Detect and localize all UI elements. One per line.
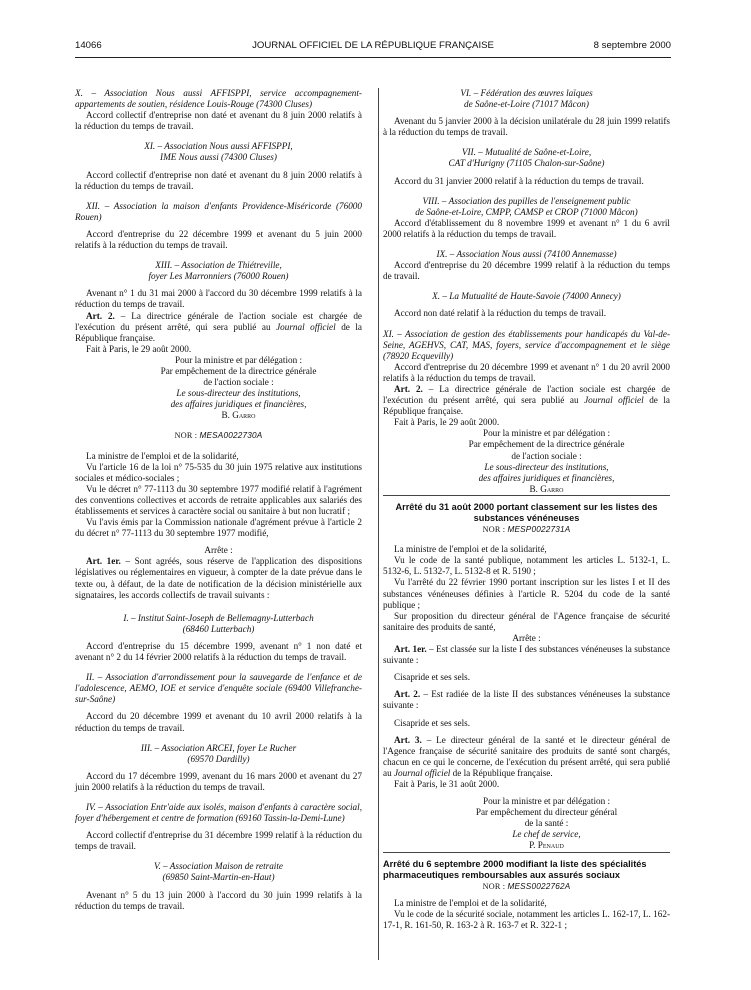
article-3: Art. 3. – Le directeur général de la santé et le directeur général de l'Agence française de sécurité sanitaire des produits de santé sont chargés, chacun en ce qui le concerne, de l'exécution du présent arrêté, qui sera publié au Journal officiel de la République française. (383, 734, 670, 778)
section-body: Avenant n° 5 du 13 juin 2000 à l'accord du 30 juin 1999 relatifs à la réduction du temps de travail. (75, 889, 362, 911)
decree-title: Arrêté du 6 septembre 2000 modifiant la liste des spécialités pharmaceutiques remboursables aux assurés sociaux (383, 858, 647, 880)
section-title: VIII. – Association des pupilles de l'enseignement public (422, 195, 631, 206)
arrete-heading: Arrête : (204, 545, 233, 556)
signature-block: Pour la ministre et par délégation : Par empêchement de la directrice générale de l'action sociale : Le sous-directeur des institutions, des affaires juridiques et financières, B. Garro (75, 355, 362, 422)
article-2: Art. 2. – La directrice générale de l'action sociale est chargée de l'exécution du présent arrêté, qui sera publié au Journal officiel de la République française. (75, 310, 363, 343)
section-title: (69850 Saint-Martin-en-Haut) (162, 872, 275, 883)
left-column: X. – Association Nous aussi AFFISPPI, service accompagnement-appartements de soutien, résidence Louis-Rouge (74300 Cluses) Accord collectif d'entreprise non daté et avenant du 8 juin 2000 relatifs à la réduction du temps de travail. XI. – Association Nous aussi AFFISPPI, IME Nous aussi (74300 Cluses) Accord collectif d'entreprise non daté et avenant du 8 juin 2000 relatifs à la réduction du temps de travail. XII. – Association la maison d'enfants Providence-Miséricorde (76000 Rouen) Accord d'entreprise du 22 décembre 1999 et avenant du 5 juin 2000 relatifs à la réduction du temps de travail. XIII. – Association de Thiétreville, foyer Les Marronniers (76000 Rouen) Avenant n° 1 du 31 mai 2000 à l'accord du 30 décembre 1999 relatifs à la réduction du temps de travail. Art. 2. – La directrice générale de l'action sociale est chargée de l'exécution du présent arrêté, qui sera publié au Journal officiel de la République française. Fait à Paris, le 29 août 2000. Pour la ministre et par délégation : Par empêchement de la directrice générale de l'action sociale : Le sous-directeur des institutions, des affaires juridiques et financières, B. Garro NOR : MESA0022730A La ministre de l'emploi et de la solidarité, Vu l'article 16 de la loi n° 75-535 du 30 juin 1975 relative aux institutions sociales et médico-sociales ; Vu le décret n° 77-1113 du 30 septembre 1977 modifié relatif à l'agrément des conventions collectives et accords de retraite applicables aux salariés des établissements et services à caractère social ou sanitaire à but non lucratif ; Vu l'avis émis par la Commission nationale d'agrément prévue à l'article 2 du décret n° 77-1113 du 30 septembre 1977 modifié, Arrête : Art. 1er. – Sont agréés, sous réserve de l'application des dispositions législatives ou réglementaires en vigueur, à compter de la date prévue dans le texte ou, à défaut, de la date de notification de la décision ministérielle aux signataires, les accords collectifs de travail suivants : I. – Institut Saint-Joseph de Bellemagny-Lutterbach (68460 Lutterbach) Accord d'entreprise du 15 décembre 1999, avenant n° 1 non daté et avenant n° 2 du 14 février 2000 relatifs à la réduction du temps de travail. II. – Association d'arrondissement pour la sauvegarde de l'enfance et de l'adolescence, AEMO, IOE et service d'enquête sociale (69400 Villefranche-sur-Saône) Accord du 20 décembre 1999 et avenant du 10 avril 2000 relatifs à la réduction du temps de travail. III. – Association ARCEI, foyer Le Rucher (69570 Dardilly) Accord du 17 décembre 1999, avenant du 16 mars 2000 et avenant du 27 juin 2000 relatifs à la réduction du temps de travail. IV. – Association Entr'aide aux isolés, maison d'enfants à caractère social, foyer d'hébergement et centre de formation (69160 Tassin-la-Demi-Lune) Accord collectif d'entreprise du 31 décembre 1999 relatif à la réduction du temps de travail. V. – Association Maison de retraite (69850 Saint-Martin-en-Haut) Avenant n° 5 du 13 juin 2000 à l'accord du 30 juin 1999 relatifs à la réduction du temps de travail. (75, 88, 363, 911)
article-1: Art. 1er. – Sont agréés, sous réserve de l'application des dispositions législatives ou réglementaires en vigueur, à compter de la date prévue dans le texte ou, à défaut, de la date de notification de la décision ministérielle aux signataires, les accords collectifs de travail suivants : (75, 556, 362, 600)
journal-title: JOURNAL OFFICIEL DE LA RÉPUBLIQUE FRANÇAISE (252, 40, 494, 51)
nor-reference: NOR : MESP0022731A (482, 525, 571, 535)
arrete-heading: Arrête : (512, 632, 541, 643)
section-title: X. – Association Nous aussi AFFISPPI, service accompagnement-appartements de soutien, résidence Louis-Rouge (74300 Cluses) (75, 88, 362, 110)
nor-reference: NOR : MESA0022730A (174, 431, 263, 441)
right-column: VI. – Fédération des œuvres laïques de Saône-et-Loire (71017 Mâcon) Avenant du 5 janvier 2000 à la décision unilatérale du 28 juin 1999 relatifs à la réduction du temps de travail. VII. – Mutualité de Saône-et-Loire, CAT d'Hurigny (71105 Chalon-sur-Saône) Accord du 31 janvier 2000 relatif à la réduction du temps de travail. VIII. – Association des pupilles de l'enseignement public de Saône-et-Loire, CMPP, CAMSP et CROP (71000 Mâcon) Accord d'établissement du 8 novembre 1999 et avenant n° 1 du 6 avril 2000 relatifs à la réduction du temps de travail. IX. – Association Nous aussi (74100 Annemasse) Accord d'entreprise du 20 décembre 1999 relatif à la réduction du temps de travail. X. – La Mutualité de Haute-Savoie (74000 Annecy) Accord non daté relatif à la réduction du temps de travail. XI. – Association de gestion des établissements pour handicapés du Val-de-Seine, AGEHVS, CAT, MAS, foyers, service d'accompagnement et le siège (78920 Ecquevilly) Accord d'entreprise du 20 décembre 1999 et avenant n° 1 du 20 avril 2000 relatifs à la réduction du temps de travail. Art. 2. – La directrice générale de l'action sociale est chargée de l'exécution du présent arrêté, qui sera publié au Journal officiel de la République française. Fait à Paris, le 29 août 2000. Pour la ministre et par délégation : Par empêchement de la directrice générale de l'action sociale : Le sous-directeur des institutions, des affaires juridiques et financières, B. Garro Arrêté du 31 août 2000 portant classement sur les listes des substances vénéneuses NOR : MESP0022731A La ministre de l'emploi et de la solidarité, Vu le code de la santé publique, notamment les articles L. 5132-1, L. 5132-6, L. 5132-7, L. 5132-8 et R. 5190 ; Vu l'arrêté du 22 février 1990 portant inscription sur les listes I et II des substances vénéneuses définies à l'article R. 5204 du code de la santé publique ; Sur proposition du directeur général de l'Agence française de sécurité sanitaire des produits de santé, Arrête : Art. 1er. – Est classée sur la liste I des substances vénéneuses la substance suivante : Cisapride et ses sels. Art. 2. – Est radiée de la liste II des substances vénéneuses la substance suivante : Cisapride et ses sels. Art. 3. – Le directeur général de la santé et le directeur général de l'Agence française de sécurité sanitaire des produits de santé sont chargés, chacun en ce qui le concerne, de l'exécution du présent arrêté, qui sera publié au Journal officiel de la République française. Fait à Paris, le 31 août 2000. Pour la ministre et par délégation : Par empêchement du directeur général de la santé : Le chef de service, P. Penaud Arrêté du 6 septembre 2000 modifiant la liste des spécialités pharmaceutiques remboursables aux assurés sociaux NOR : MESS0022762A La ministre de l'emploi et de la solidarité, Vu le code de la sécurité sociale, notamment les articles L. 162-17, L. 162-17-1, R. 161-50, R. 163-2 à R. 163-7 et R. 322-1 ; (383, 88, 671, 930)
section-title: X. – La Mutualité de Haute-Savoie (74000 Annecy) (432, 291, 621, 302)
publication-date: 8 septembre 2000 (593, 40, 671, 51)
article-label: Art. 2. (394, 383, 423, 394)
signature-date: Fait à Paris, le 29 août 2000. (394, 417, 500, 428)
article-label: Art. 2. (86, 310, 115, 321)
section-body: Accord collectif d'entreprise non daté et avenant du 8 juin 2000 relatifs à la réduction du temps de travail. (75, 110, 362, 132)
section-body: Avenant du 5 janvier 2000 à la décision unilatérale du 28 juin 1999 relatifs à la réduction du temps de travail. (383, 116, 670, 138)
signature-block: Pour la ministre et par délégation : Par empêchement de la directrice générale de l'action sociale : Le sous-directeur des institutions, des affaires juridiques et financières, B. Garro (383, 428, 670, 495)
nor-reference: NOR : MESS0022762A (482, 881, 571, 891)
section-title: CAT d'Hurigny (71105 Chalon-sur-Saône) (448, 158, 605, 169)
section-body: Accord du 31 janvier 2000 relatif à la réduction du temps de travail. (394, 175, 644, 186)
signature-block: Pour la ministre et par délégation : Par empêchement du directeur général de la santé : Le chef de service, P. Penaud (383, 796, 670, 851)
signatory-name: P. Penaud (529, 840, 564, 851)
section-title: III. – Association ARCEI, foyer Le Rucher (140, 742, 297, 753)
column-separator (378, 88, 379, 960)
signatory-name: B. Garro (221, 410, 256, 421)
section-title: VII. – Mutualité de Saône-et-Loire, (461, 147, 592, 158)
section-title: foyer Les Marronniers (76000 Rouen) (148, 271, 289, 282)
section-body: Accord collectif d'entreprise du 31 décembre 1999 relatif à la réduction du temps de travail. (75, 830, 362, 852)
page-header (75, 40, 671, 54)
header-rule (75, 57, 671, 58)
page-number: 14066 (75, 40, 102, 51)
article-2: Art. 2. – Est radiée de la liste II des substances vénéneuses la substance suivante : (383, 689, 671, 711)
section-body: Accord d'entreprise du 20 décembre 1999 et avenant n° 1 du 20 avril 2000 relatifs à la réduction du temps de travail. (383, 361, 670, 383)
section-title: II. – Association d'arrondissement pour la sauvegarde de l'enfance et de l'adolescence, AEMO, IOE et service d'enquête sociale (69400 Villefranche-sur-Saône) (75, 672, 362, 705)
section-title: de Saône-et-Loire (71017 Mâcon) (464, 99, 589, 110)
section-title: IV. – Association Entr'aide aux isolés, maison d'enfants à caractère social, foyer d'hébergement et centre de formation (69160 Tassin-la-Demi-Lune) (75, 801, 362, 824)
section-title: V. – Association Maison de retraite (154, 861, 283, 872)
section-title: XIII. – Association de Thiétreville, (155, 260, 282, 271)
section-title: XI. – Association de gestion des établissements pour handicapés du Val-de-Seine, AGEHVS, CAT, MAS, foyers, service d'accompagnement et le siège (78920 Ecquevilly) (383, 328, 670, 361)
section-title: IME Nous aussi (74300 Cluses) (160, 152, 277, 163)
section-title: (69570 Dardilly) (187, 753, 250, 764)
section-body: Accord d'établissement du 8 novembre 1999 et avenant n° 1 du 6 avril 2000 relatifs à la réduction du temps de travail. (383, 217, 670, 239)
section-title: XI. – Association Nous aussi AFFISPPI, (144, 141, 293, 152)
section-title: (68460 Lutterbach) (182, 623, 255, 634)
section-body: Accord du 20 décembre 1999 et avenant du 10 avril 2000 relatifs à la réduction du temps de travail. (75, 711, 362, 733)
signature-date: Fait à Paris, le 29 août 2000. (86, 343, 192, 354)
section-body: Avenant n° 1 du 31 mai 2000 à l'accord du 30 décembre 1999 relatifs à la réduction du temps de travail. (75, 288, 362, 310)
section-body: Accord collectif d'entreprise non daté et avenant du 8 juin 2000 relatifs à la réduction du temps de travail. (75, 169, 362, 191)
section-body: Accord d'entreprise du 15 décembre 1999, avenant n° 1 non daté et avenant n° 2 du 14 février 2000 relatifs à la réduction du temps de travail. (75, 640, 362, 663)
section-title: VI. – Fédération des œuvres laïques (460, 88, 593, 98)
section-title: I. – Institut Saint-Joseph de Bellemagny-Lutterbach (123, 612, 314, 623)
decree-title: Arrêté du 31 août 2000 portant classement sur les listes des substances vénéneuses (395, 501, 658, 523)
section-body: Accord non daté relatif à la réduction du temps de travail. (394, 308, 606, 319)
article-label: Art. 1er. (394, 644, 427, 655)
article-1: Art. 1er. – Est classée sur la liste I des substances vénéneuses la substance suivante : (383, 644, 670, 666)
signature-date: Fait à Paris, le 31 août 2000. (394, 778, 500, 789)
section-title: XII. – Association la maison d'enfants Providence-Miséricorde (76000 Rouen) (75, 200, 362, 222)
section-body: Accord d'entreprise du 22 décembre 1999 et avenant du 5 juin 2000 relatifs à la réduction du temps de travail. (75, 228, 362, 251)
section-title: IX. – Association Nous aussi (74100 Annemasse) (436, 249, 617, 260)
article-label: Art. 2. (394, 689, 421, 700)
article-label: Art. 1er. (86, 556, 121, 567)
signatory-name: B. Garro (529, 483, 564, 494)
section-title: de Saône-et-Loire, CMPP, CAMSP et CROP (71000 Mâcon) (415, 206, 638, 217)
section-body: Accord du 17 décembre 1999, avenant du 16 mars 2000 et avenant du 27 juin 2000 relatifs à la réduction du temps de travail. (75, 770, 362, 792)
article-label: Art. 3. (394, 734, 422, 745)
article-2: Art. 2. – La directrice générale de l'action sociale est chargée de l'exécution du présent arrêté, qui sera publié au Journal officiel de la République française. (383, 383, 671, 417)
section-body: Accord d'entreprise du 20 décembre 1999 relatif à la réduction du temps de travail. (383, 260, 670, 282)
